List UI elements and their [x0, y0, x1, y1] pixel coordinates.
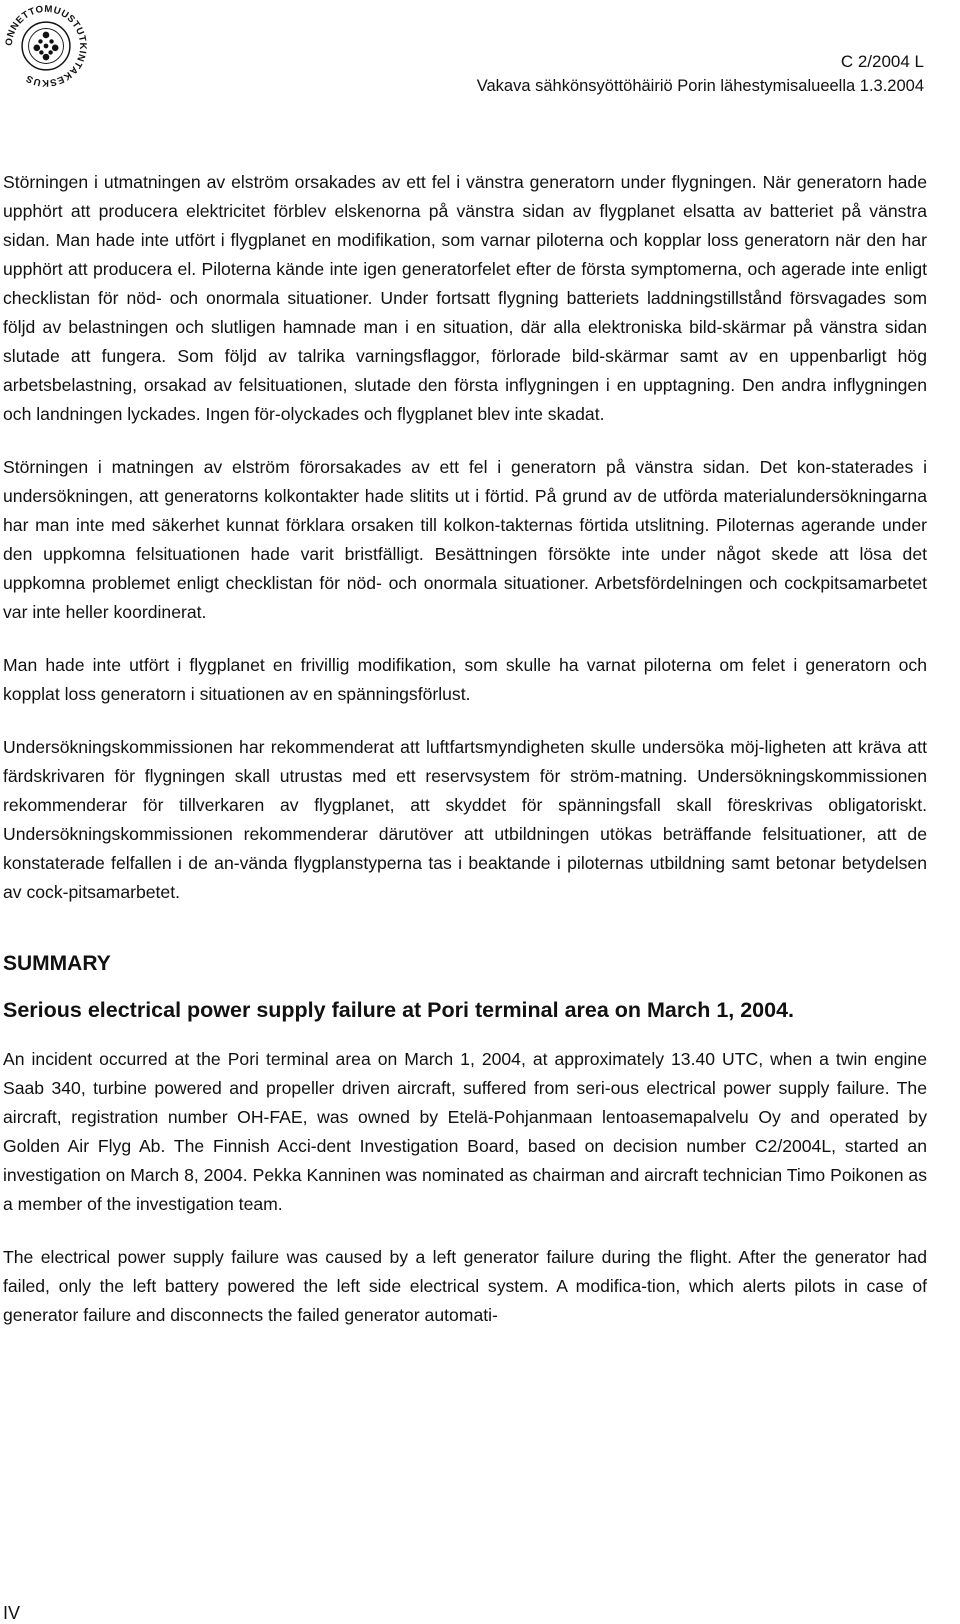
report-title: Vakava sähkönsyöttöhäiriö Porin lähestymisalueella 1.3.2004	[476, 77, 924, 95]
document-body	[3, 168, 927, 1354]
body-paragraph-2: Störningen i matningen av elström förorsakades av ett fel i generatorn på vänstra sidan. Det kon-staterades i undersökningen, att generatorns kolkontakter hade slitits ut i förtid. På grund av de utförda materialundersökningarna har man inte med säkerhet kunnat förklara orsaken till kolkon-takternas förtida utslitning. Piloternas agerande under den uppkomna felsituationen hade varit bristfälligt. Besättningen försökte inte under något skede att lösa det uppkomna problemet enligt checklistan för nöd- och onormala situationer. Arbetsfördelningen och cockpitsamarbetet var inte heller koordinerat.	[3, 457, 927, 622]
summary-title: Serious electrical power supply failure at Pori terminal area on March 1, 2004.	[3, 998, 795, 1022]
body-paragraph-1: Störningen i utmatningen av elström orsakades av ett fel i vänstra generatorn under flygningen. När generatorn hade upphört att producera elektricitet förblev elskenorna på vänstra sidan av flygplanet elsatta av batteriet på vänstra sidan. Man hade inte utfört i flygplanet en modifikation, som varnar piloterna och kopplar loss generatorn när den har upphört att producera el. Piloterna kände inte igen generatorfelet efter de första symptomerna, och agerade inte enligt checklistan för nöd- och onormala situationer. Under fortsatt flygning batteriets laddningstillstånd försvagades som följd av belastningen och slutligen hamnade man i en situation, där alla elektroniska bild-skärmar på vänstra sidan slutade att fungera. Som följd av talrika varningsflaggor, förlorade bild-skärmar samt av en uppenbarligt hög arbetsbelastning, orsakad av felsituationen, slutade den första inflygningen i en upptagning. Den andra inflygningen och landningen lyckades. Ingen för-olyckades och flygplanet blev inte skadat.	[3, 172, 927, 424]
logo-text: ONNETTOMUUSTUTKINTAKESKUS	[3, 3, 89, 89]
summary-paragraph-1: An incident occurred at the Pori terminal area on March 1, 2004, at approximately 13.40 UTC, when a twin engine Saab 340, turbine powered and propeller driven aircraft, suffered from seri-ous electrical power supply failure. The aircraft, registration number OH-FAE, was owned by Etelä-Pohjanmaan lentoasemapalvelu Oy and operated by Golden Air Flyg Ab. The Finnish Acci-dent Investigation Board, based on decision number C2/2004L, started an investigation on March 8, 2004. Pekka Kanninen was nominated as chairman and aircraft technician Timo Poikonen as a member of the investigation team.	[3, 1049, 927, 1214]
summary-heading: SUMMARY	[3, 952, 111, 975]
report-code: C 2/2004 L	[840, 52, 924, 71]
page-number: IV	[3, 1603, 21, 1623]
summary-paragraph-2: The electrical power supply failure was caused by a left generator failure during the flight. After the generator had failed, only the left battery powered the left side electrical system. A modifica-tion, which alerts pilots in case of generator failure and disconnects the failed generator automati-	[3, 1247, 927, 1325]
document-header	[477, 50, 924, 98]
onnettomuustutkintakeskus-seal-icon	[0, 0, 92, 92]
body-paragraph-3: Man hade inte utfört i flygplanet en frivillig modifikation, som skulle ha varnat piloterna om felet i generatorn och kopplat loss generatorn i situationen av en spänningsförlust.	[3, 655, 927, 704]
body-paragraph-4: Undersökningskommissionen har rekommenderat att luftfartsmyndigheten skulle undersöka möj-ligheten att kräva att färdskrivaren för flygningen skall utrustas med ett reservsystem för ström-matning. Undersökningskommissionen rekommenderar för tillverkaren av flygplanet, att skyddet för spänningsfall skall föreskrivas obligatoriskt. Undersökningskommissionen rekommenderar därutöver att utbildningen utökas beträffande felsituationer, att de konstaterade felfallen i de an-vända flygplanstyperna tas i beaktande i piloternas utbildning samt betonar betydelsen av cock-pitsamarbetet.	[3, 737, 927, 902]
